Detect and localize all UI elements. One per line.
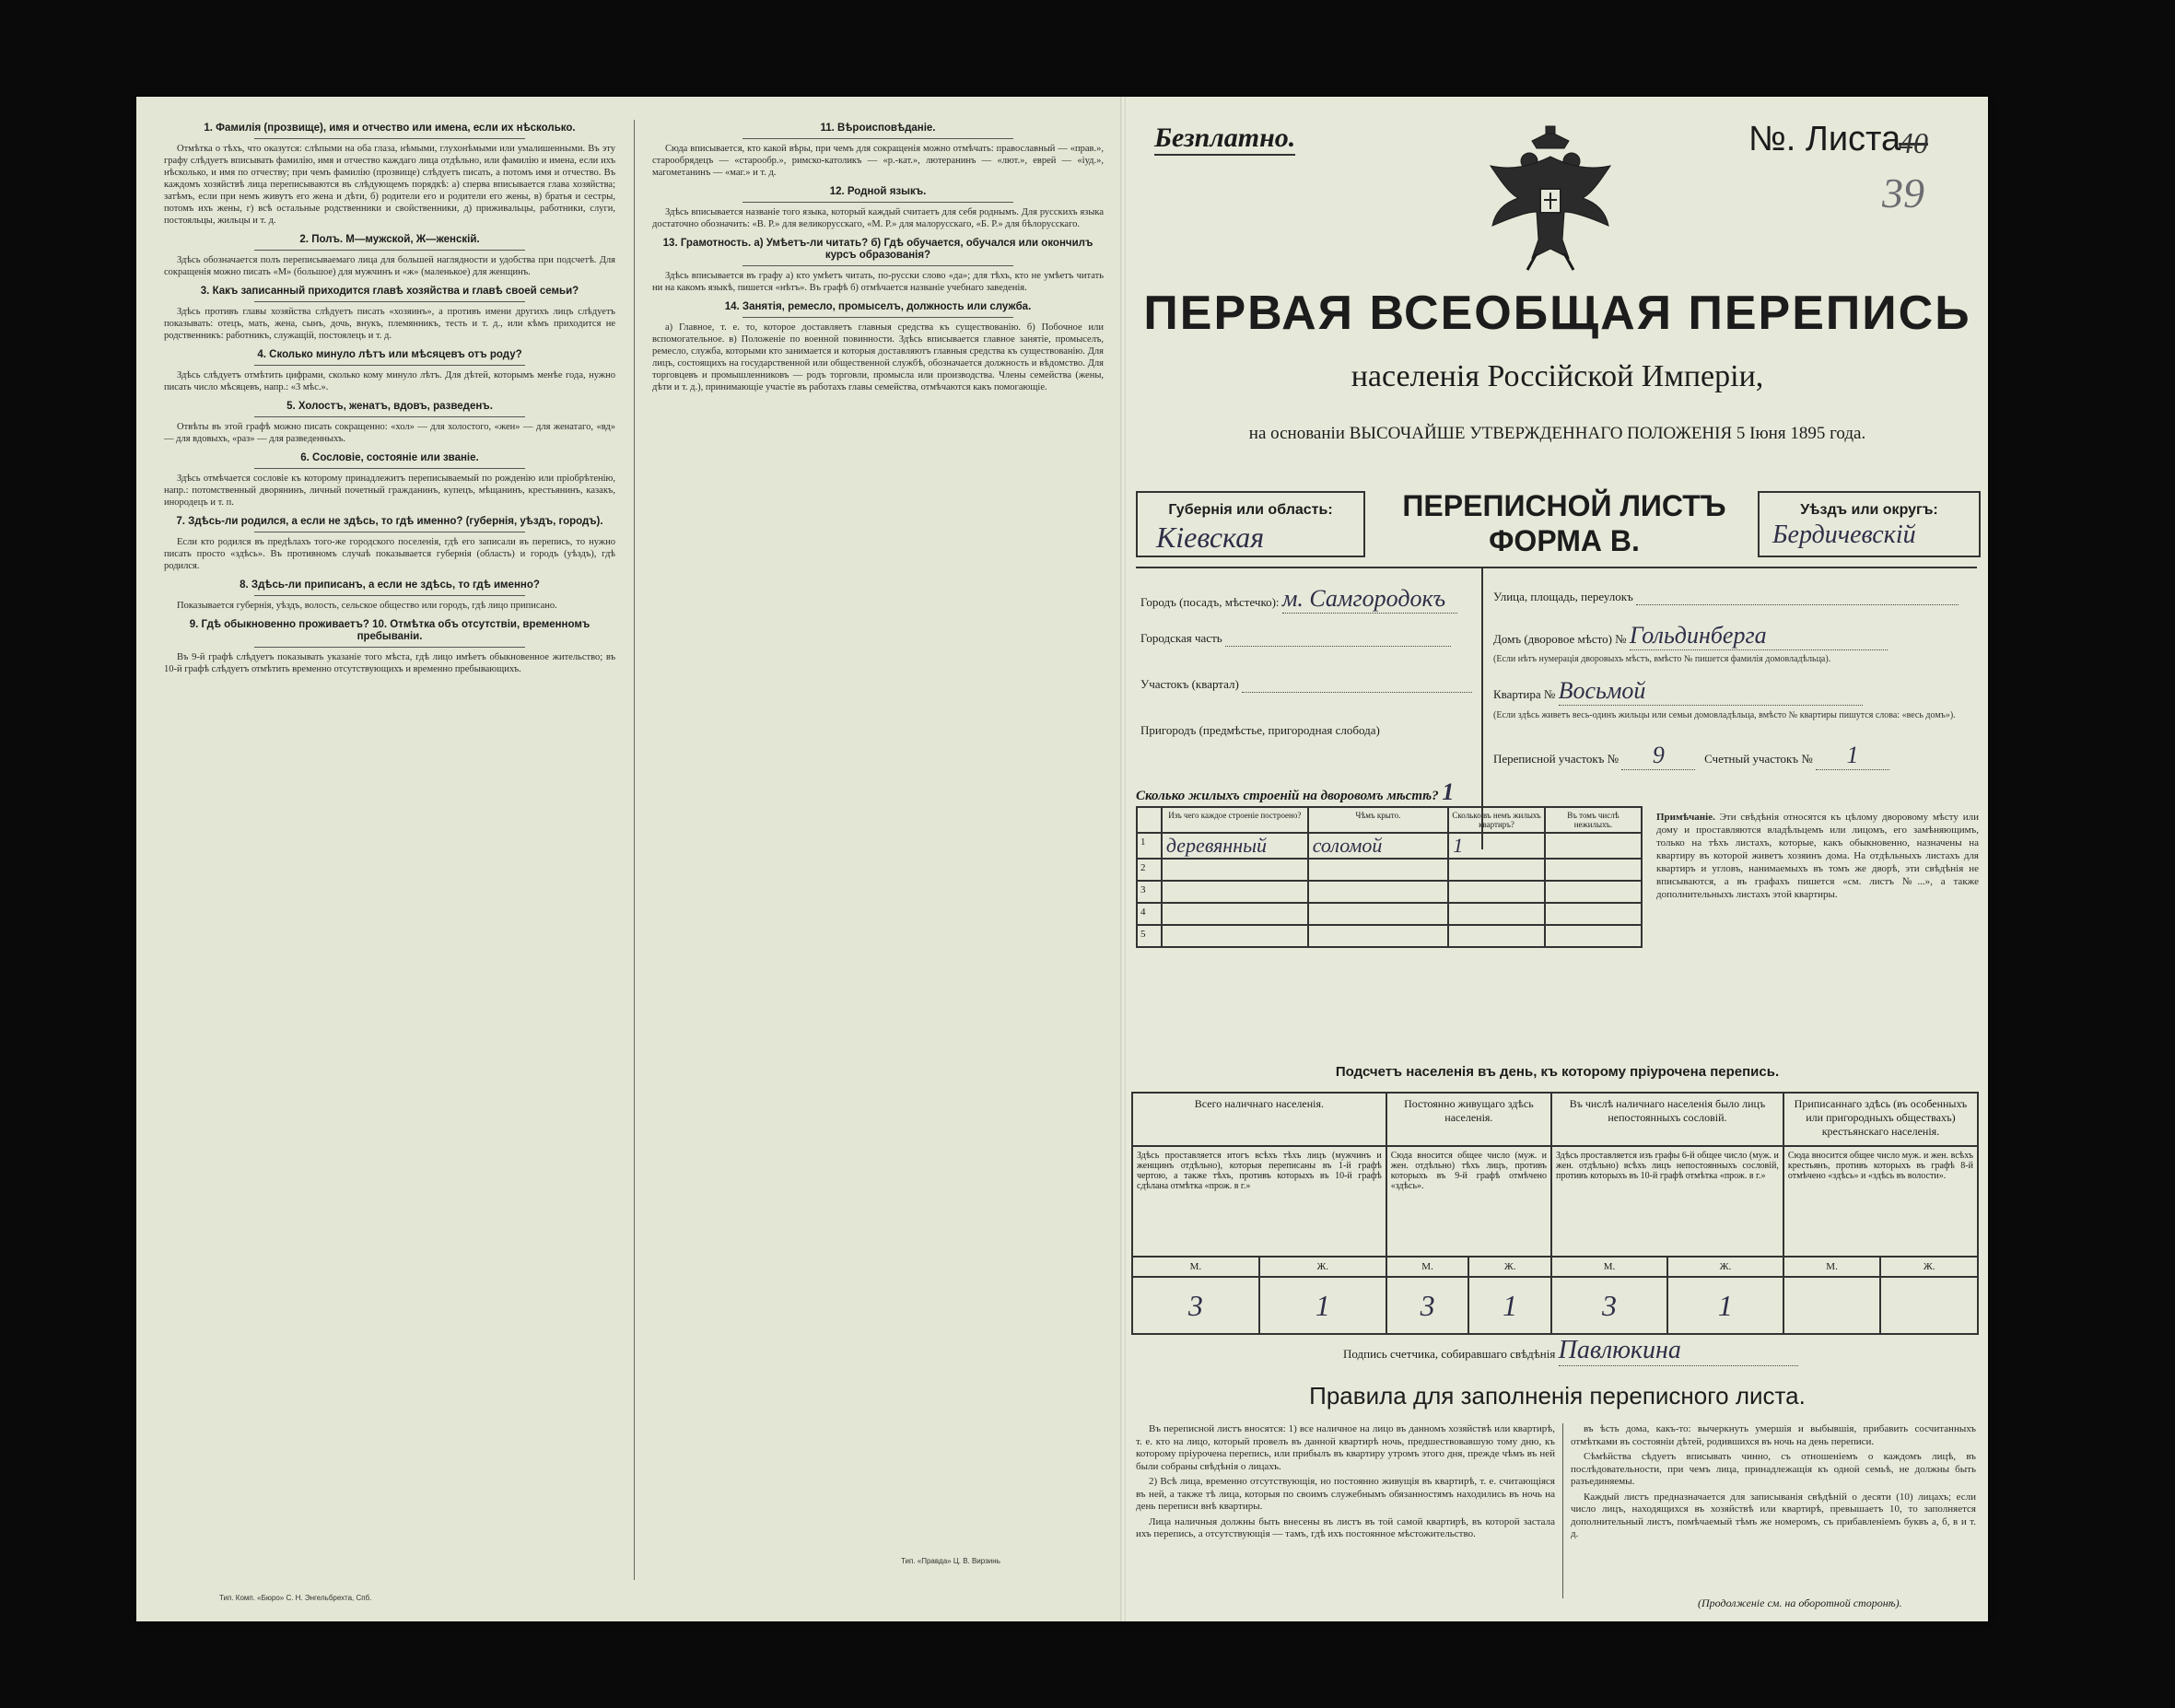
count-value: 1 [1667,1277,1783,1334]
buildings-cell-nonres [1545,903,1642,925]
buildings-cell-flats [1448,925,1545,947]
buildings-cell-material [1162,881,1308,903]
section-heading: 11. Вѣроисповѣданіе. [820,123,936,134]
buildings-table-body [1137,833,1642,947]
street-label: Улица, площадь, переулокъ [1493,590,1633,603]
section-heading: 9. Гдѣ обыкновенно проживаетъ? 10. Отмѣтка объ отсутствіи, временномъ пребываніи. [189,619,591,642]
buildings-cell-flats [1448,903,1545,925]
row-number-header [1137,807,1162,833]
buildings-cell-roof [1308,925,1449,947]
kvartira-label: Квартира № [1493,687,1556,701]
section-text: Здѣсь вписывается въ графу а) кто умѣетъ читать, по-русски слово «да»; для тѣхъ, кто не умѣетъ читать ни на какомъ языкѣ, пишется «нѣтъ». Въ графѣ б) отмѣчается названіе учебнаго заведенія. [652,271,1104,293]
census-form-page [1127,97,1988,1621]
instructions-page [136,97,1122,1621]
table-row [1137,903,1642,925]
uezd-value: Бердичевскій [1772,521,1916,549]
section-heading: 8. Здѣсь-ли приписанъ, а если не здѣсь, то гдѣ именно? [240,579,540,591]
chast-field [1140,631,1451,647]
section-text: Если кто родился въ предѣлахъ того-же городского поселенія, гдѣ его записали въ перепись, то нужно писать просто «здѣсь». Въ противномъ случаѣ показывается губернія (область) и городъ (уѣздъ), гдѣ родился. [164,537,615,571]
section-text: Отвѣты въ этой графѣ можно писать сокращенно: «хол» — для холостого, «жен» — для женатаго, «вд» — для вдовыхъ, «раз» — для разведенныхъ. [164,422,615,444]
section-heading: 1. Фамилія (прозвище), имя и отчество или имена, если их нѣсколько. [204,123,576,134]
perepisnoi-value: 9 [1621,742,1695,770]
section-heading: 3. Какъ записанный приходится главѣ хозяйства и главѣ своей семьи? [200,286,579,297]
buildings-cell-nonres [1545,859,1642,881]
table-row [1137,859,1642,881]
section-heading: 7. Здѣсь-ли родился, а если не здѣсь, то гдѣ именно? (губернія, уѣздъ, городъ). [176,516,603,527]
kvartira-note: (Если здѣсь живетъ весь-одинъ жильцы или семьи домовладѣльца, вмѣсто № квартиры пишутся слова: «весь домъ»). [1493,710,1956,720]
gorod-value: м. Самгородокъ [1282,585,1457,614]
gubernia-box [1136,491,1365,557]
instructions-column-2 [652,115,1104,396]
buildings-table [1136,806,1643,948]
buildings-cell-material: деревянный [1162,833,1308,859]
gubernia-label: Губернія или область: [1168,502,1333,518]
buildings-cell-n: 5 [1137,925,1162,947]
note-title: Примѣчаніе. [1656,812,1715,823]
section-rule [254,416,525,417]
legal-basis: на основаніи ВЫСОЧАЙШЕ УТВЕРЖДЕННАГО ПОЛОЖЕНІЯ 5 Іюня 1895 года. [1248,424,1866,443]
section-rule [743,317,1013,318]
female-label: Ж. [1667,1257,1783,1277]
rules-continued: (Продолженіе см. на оборотной сторонѣ). [1698,1597,1902,1609]
section-text: Здѣсь обозначается полъ переписываемаго лица для большей наглядности и удобства при подсчетѣ. Для сокращенія можно писать «М» (большое) для мужчинъ и «ж» (маленькое) для женщинъ. [164,255,615,277]
gorod-field [1140,585,1457,614]
section-text: Отмѣтка о тѣхъ, что оказутся: слѣпыми на оба глаза, нѣмыми, глухонѣмыми или умалишенными. Въ эту графу слѣдуетъ вписывать фамилію, имя и отчество каждаго лица отдѣльно, или фамилію и имена, если ихъ нѣсколько, и имя по отчеству; при чемъ фамилію (прозвище) слѣдуетъ писать, а потомъ имя и отчество. Въ каждомъ хозяйствѣ лица переписываются въ слѣдующемъ порядкѣ: а) сперва вписывается глава хозяйства; затѣмъ, если при немъ живутъ его жена и дѣти, б) родители его и родители его жены, в) братья и сестры, потомъ ихъ жены, г) всѣ остальные родственники и свойственники, д) приживальцы, работники, слуги, постояльцы, жильцы и т. д. [164,144,615,226]
rule-paragraph: Сѣмѣйства сѣдуетъ вписывать чинно, съ отношеніемъ о каждомъ лицѣ, въ послѣдовательности, при чемъ лица, принадлежащія къ одной семьѣ, не должны быть разъединяемы. [1571,1451,1976,1487]
rule-paragraph: въ ѣсть дома, какъ-то: вычеркнуть умершія и выбывшія, прибавить сосчитанныхъ отмѣтками въ состояніи дѣтей, родившихся въ ночь на день переписи. [1571,1423,1976,1447]
section-rule [254,301,525,302]
buildings-cell-flats [1448,881,1545,903]
section-text: Здѣсь слѣдуетъ отмѣтить цифрами, сколько кому минуло лѣтъ. Для дѣтей, которымъ менѣе года, нужно писать число мѣсяцевъ, напр.: «3 мѣс.». [164,370,615,392]
section-rule [743,202,1013,203]
buildings-cell-flats: 1 [1448,833,1545,859]
section-rule [254,647,525,648]
kvartira-field [1493,677,1863,706]
population-count-description [1132,1146,1978,1257]
female-label: Ж. [1880,1257,1978,1277]
signature-label: Подпись счетчика, собиравшаго свѣдѣнія [1343,1347,1556,1361]
rules-column-1 [1136,1423,1555,1544]
rule-paragraph: 2) Всѣ лица, временно отсутствующія, но постоянно живущія въ квартирѣ, т. е. считающіяся въ ней, а также тѣ лица, которыя по своимъ служебнымъ обязанностямъ находились въ ночь на день переписи внѣ квартиры. [1136,1476,1555,1512]
section-heading: 13. Грамотность. а) Умѣетъ-ли читать? б) Гдѣ обучается, обучался или окончилъ курсъ образованія? [662,238,1093,261]
kvartira-value: Восьмой [1559,677,1863,706]
rules-title: Правила для заполненія переписного листа. [1309,1382,1806,1410]
chast-line [1225,631,1451,647]
dom-label: Домъ (дворовое мѣсто) № [1493,632,1627,646]
rules-divider [1562,1423,1563,1598]
male-label: М. [1551,1257,1667,1277]
female-label: Ж. [1259,1257,1386,1277]
male-label: М. [1386,1257,1469,1277]
count-value: 1 [1259,1277,1386,1334]
count-col-header: Всего наличнаго населенія. [1132,1093,1386,1146]
column-divider [634,120,635,1580]
count-value: 3 [1386,1277,1469,1334]
count-col-description: Здѣсь проставляется изъ графы 6-й общее число (муж. и жен. отдѣльно) всѣхъ лицъ непостоянныхъ сословій, противъ которыхъ въ 10-й графѣ отмѣтка «прож. в г.» [1551,1146,1783,1257]
buildings-cell-nonres [1545,925,1642,947]
buildings-value: 1 [1442,778,1455,805]
double-headed-eagle-icon [1481,124,1620,272]
uchastok-field [1140,677,1472,693]
gorod-label: Городъ (посадъ, мѣстечко): [1140,595,1280,609]
section-rule [743,265,1013,266]
form-title-line-2: ФОРМА В. [1489,524,1640,557]
count-value: 3 [1551,1277,1667,1334]
section-rule [254,595,525,596]
table-row [1137,833,1642,859]
uezd-box [1758,491,1981,557]
section-heading: 4. Сколько минуло лѣтъ или мѣсяцевъ отъ роду? [257,349,522,360]
street-field [1493,590,1959,605]
buildings-cell-material [1162,903,1308,925]
buildings-cell-n: 4 [1137,903,1162,925]
count-col-description: Сюда вносится общее число (муж. и жен. отдѣльно) тѣхъ лицъ, противъ которыхъ въ 9-й графѣ отмѣчено «здѣсь». [1386,1146,1551,1257]
buildings-cell-nonres [1545,881,1642,903]
population-count-header [1132,1093,1978,1146]
note-text: Эти свѣдѣнія относятся къ цѣлому дворовому мѣсту или дому и проставляются владѣльцемъ или лицомъ, его замѣняющимъ, только на тѣхъ листахъ, которые, какъ обыкновенно, назначены на квартиру въ которой живетъ хозяинъ дома. На отдѣльныхъ листахъ для квартиръ и угловъ, нанимаемыхъ въ томъ же дворѣ, эти свѣдѣнія не вписываются, а въ графахъ пишется «см. листъ №...», а также дополнительныхъ листахъ этой квартиры. [1656,812,1979,900]
buildings-label: Сколько жилыхъ строеній на дворовомъ мѣстѣ? [1136,789,1439,803]
signature-value: Павлюкина [1559,1336,1798,1366]
schetnyi-label: Счетный участокъ № [1704,752,1813,766]
rule-paragraph: Каждый листъ предназначается для записыванія свѣдѣній о десяти (10) лицахъ; если число лицъ, находящихся въ хозяйствѣ или квартирѣ, превышаетъ 10, то заполняется дополнительный листъ, помѣчаемый тѣмъ же номеромъ, съ прибавленіемъ буквъ а, б, в и т. д. [1571,1491,1976,1539]
uezd-label: Уѣздъ или округъ: [1800,502,1938,518]
perepisnoi-label: Переписной участокъ № [1493,752,1620,766]
buildings-cell-roof [1308,859,1449,881]
buildings-col-header: Сколько въ немъ жилыхъ квартиръ? [1448,807,1545,833]
section-heading: 6. Сословіе, состояніе или званіе. [300,452,479,463]
section-heading: 2. Полъ. М—мужской, Ж—женскій. [299,234,480,245]
sheet-number-handwritten: 39 [1882,170,1924,216]
sheet-number-crossed: 40 [1899,126,1928,159]
buildings-cell-n: 3 [1137,881,1162,903]
page-fold [1120,97,1126,1621]
buildings-cell-nonres [1545,833,1642,859]
population-count-sex-labels [1132,1257,1978,1277]
buildings-cell-n: 1 [1137,833,1162,859]
section-rule [254,468,525,469]
section-text: Здѣсь противъ главы хозяйства слѣдуетъ писать «хозяинъ», а противъ имени другихъ лицъ слѣдуетъ показывать: отецъ, мать, жена, сынъ, дочь, внукъ, племянникъ, тесть и т. д., или кѣмъ приходится не родственникъ: работникъ, служащій, постоялецъ и т. д. [164,307,615,341]
uchastok-line [1242,677,1472,693]
dom-value: Гольдинберга [1630,622,1888,650]
uchastki-field [1493,742,1889,770]
street-line [1636,590,1959,605]
document-title: ПЕРВАЯ ВСЕОБЩАЯ ПЕРЕПИСЬ [1143,287,1971,340]
buildings-cell-material [1162,925,1308,947]
buildings-cell-roof [1308,881,1449,903]
section-text: Въ 9-й графѣ слѣдуетъ показывать указаніе того мѣста, гдѣ лицо имѣетъ обыкновенное жительство; въ 10-й графѣ слѣдуетъ отмѣтить временно отсутствующихъ и временно пребывающихъ. [164,652,615,674]
section-text: Сюда вписывается, кто какой вѣры, при чемъ для сокращенія можно отмѣчать: православный — «прав.», старообрядецъ — «старообр.», римско-католикъ — «р.-кат.», лютеранинъ — «лют.», еврей — «іуд.», магометанинъ — «маг.» и т. д. [652,144,1104,178]
buildings-col-header: Изъ чего каждое строеніе построено? [1162,807,1308,833]
chast-label: Городская часть [1140,631,1222,645]
section-rule [254,138,525,139]
table-row [1137,881,1642,903]
printer-footer-left: Тип. Комп. «Бюро» С. Н. Энгельбрехта, Спб. [219,1594,372,1602]
section-heading: 14. Занятія, ремесло, промыселъ, должность или служба. [724,301,1032,312]
rule-paragraph: Лица наличныя должны быть внесены въ листъ въ той самой квартирѣ, въ которой застала ихъ перепись, а отсутствующія — тамъ, гдѣ ихъ постоянное мѣстожительство. [1136,1515,1555,1539]
count-value [1880,1277,1978,1334]
dom-note: (Если нѣтъ нумерація дворовыхъ мѣстъ, вмѣсто № пишется фамилія домовладѣльца). [1493,654,1831,664]
document-subtitle: населенія Россійской Имперіи, [1351,359,1764,393]
buildings-field [1136,778,1454,806]
male-label: М. [1783,1257,1880,1277]
dom-field [1493,622,1888,650]
prigorod-field [1140,723,1380,738]
buildings-cell-roof [1308,903,1449,925]
instructions-column-1 [164,115,615,678]
buildings-cell-material [1162,859,1308,881]
buildings-cell-flats [1448,859,1545,881]
female-label: Ж. [1468,1257,1551,1277]
section-text: Здѣсь вписывается названіе того языка, который каждый считаетъ для себя роднымъ. Для русскихъ языка достаточно обозначить: «В. Р.» для великорусскаго, «М. Р.» для малорусскаго, «Б. Р.» для бѣлорусскаго. [652,207,1104,229]
prigorod-label: Пригородъ (предмѣстье, пригородная слобода) [1140,723,1380,737]
section-text: Показывается губернія, уѣздъ, волость, сельское общество или городъ, гдѣ лицо приписано. [177,601,557,611]
schetnyi-value: 1 [1816,742,1889,770]
rules-column-2 [1571,1423,1976,1544]
form-title [1394,488,1735,558]
section-heading: 12. Родной языкъ. [829,186,927,197]
count-value [1783,1277,1880,1334]
section-text: Здѣсь отмѣчается сословіе къ которому принадлежитъ переписываемый по рожденію или пріобрѣтенію, напр.: потомственный дворянинъ, личный почетный гражданинъ, купецъ, мѣщанинъ, крестьянинъ, казакъ, инородецъ и т. п. [164,474,615,508]
count-title: Подсчетъ населенія въ день, къ которому пріурочена перепись. [1335,1064,1780,1080]
rule-paragraph: Въ переписной листъ вносятся: 1) все наличное на лицо въ данномъ хозяйствѣ или квартирѣ, т. е. кто на лицо, который провелъ въ данной квартирѣ ночь, предшествовавшую тому дню, къ которому пріурочена перепись, или прибылъ въ квартиру утромъ этого дня, прежде чѣмъ въ ней были собраны свѣдѣнія о лицахъ. [1136,1423,1555,1472]
section-text: а) Главное, т. е. то, которое доставляетъ главныя средства къ существованію. б) Побочное или вспомогательное. в) Положеніе по военной повинности. Здѣсь вписывается главное занятіе, промыселъ, ремесло, служба, которыми кто занимается и которыя доставляютъ главныя средства къ существованію. Для лицъ, состоящихъ на государственной или общественной службѣ, обозначается должность и вѣдомство. Для торговцевъ и промышленниковъ — родъ торговли, промысла или производства. Члены семейства (жены, дѣти и т. д.), принимающіе участіе въ работахъ главы семейства, отмѣчаются какъ помогающіе. [652,322,1104,392]
buildings-cell-roof: соломой [1308,833,1449,859]
male-label: М. [1132,1257,1259,1277]
free-label: Безплатно. [1154,123,1295,156]
count-value: 3 [1132,1277,1259,1334]
gubernia-value: Кіевская [1156,521,1265,554]
table-row [1137,925,1642,947]
uchastok-label: Участокъ (квартал) [1140,677,1239,691]
count-col-description: Здѣсь проставляется итогъ всѣхъ тѣхъ лицъ (мужчинъ и женщинъ отдѣльно), которыя переписаны въ 1-й графѣ чертою, а также тѣхъ, противъ которыхъ въ 10-й графѣ сдѣлана отмѣтка «прож. в г.» [1132,1146,1386,1257]
count-col-header: Приписаннаго здѣсь (въ особенныхъ или пригородныхъ обществахъ) крестьянскаго населенія. [1783,1093,1978,1146]
sheet-number-label: №. Листа [1748,120,1901,158]
section-heading: 5. Холостъ, женатъ, вдовъ, разведенъ. [286,401,493,412]
population-count-values [1132,1277,1978,1334]
count-value: 1 [1468,1277,1551,1334]
buildings-col-header: Въ томъ числѣ нежилыхъ. [1545,807,1642,833]
count-col-header: Постоянно живущаго здѣсь населенія. [1386,1093,1551,1146]
population-count-table [1131,1092,1979,1335]
section-rule [254,250,525,251]
section-rule [743,138,1013,139]
signature-field [1343,1336,1798,1366]
buildings-table-header [1137,807,1642,833]
section-rule [254,365,525,366]
note-block [1656,811,1979,901]
printer-footer-right: Тип. «Правда» Ц. В. Вирзинь [901,1557,1000,1565]
buildings-cell-n: 2 [1137,859,1162,881]
buildings-col-header: Чѣмъ крыто. [1308,807,1449,833]
count-col-description: Сюда вносится общее число муж. и жен. всѣхъ крестьянъ, противъ которыхъ въ графѣ 8-й отмѣчено «здѣсь» и «здѣсь въ волости». [1783,1146,1978,1257]
form-title-line-1: ПЕРЕПИСНОЙ ЛИСТЪ [1402,489,1726,522]
count-col-header: Въ числѣ наличнаго населенія было лицъ непостоянныхъ сословій. [1551,1093,1783,1146]
census-document [136,97,1988,1621]
